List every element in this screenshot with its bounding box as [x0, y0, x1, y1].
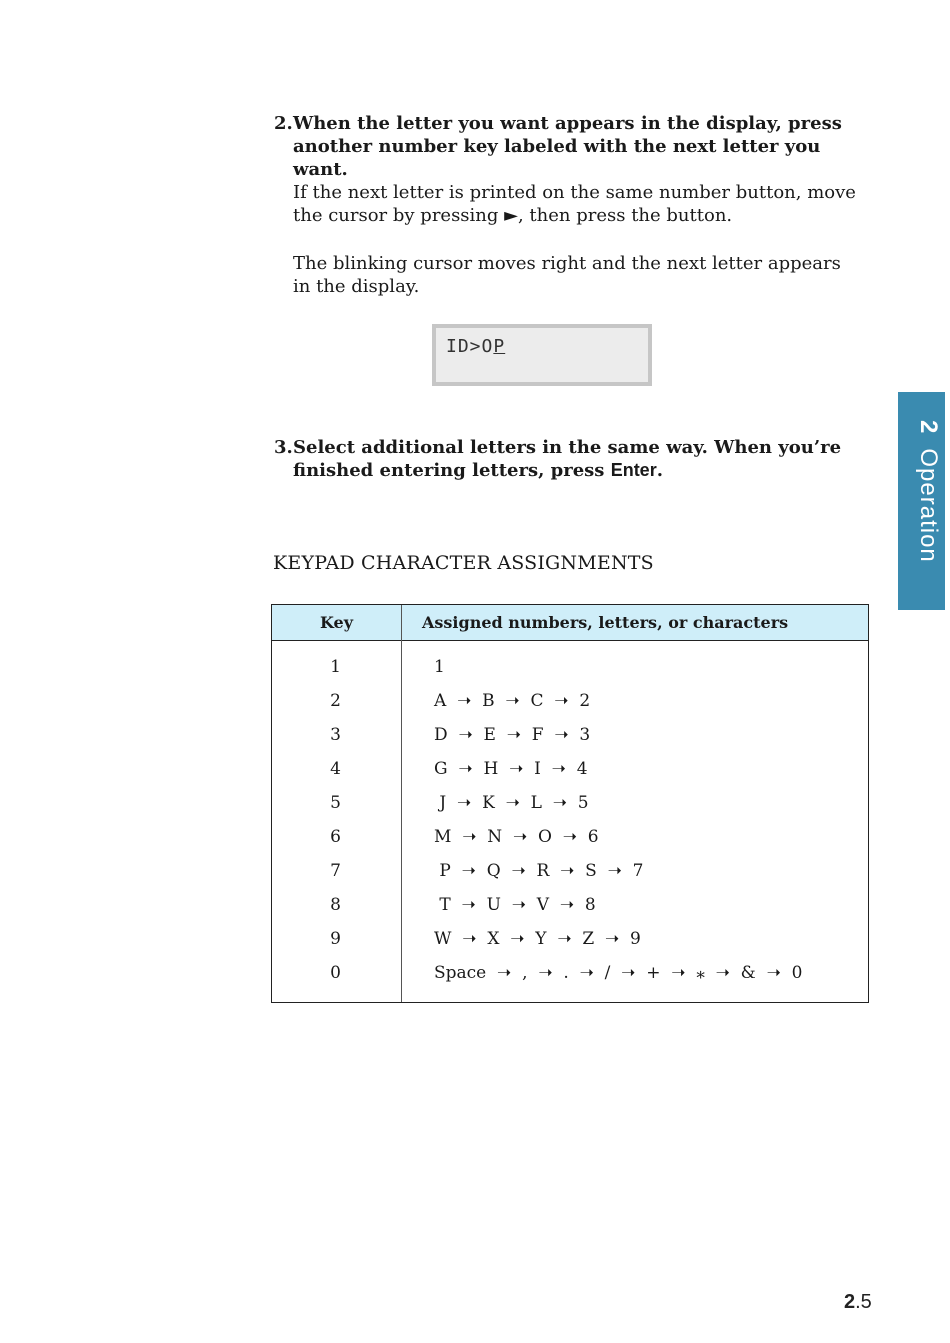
header-assigned: Assigned numbers, letters, or characters [422, 613, 789, 632]
step-number: 2. [274, 113, 293, 134]
row-chars: A ➝ B ➝ C ➝ 2 [434, 691, 591, 711]
page-number-page: .5 [855, 1291, 872, 1313]
row-chars: D ➝ E ➝ F ➝ 3 [434, 725, 591, 745]
step-3 [274, 436, 864, 482]
header-key: Key [319, 613, 354, 632]
table-row [272, 963, 868, 997]
table-row [272, 929, 868, 963]
keypad-table [271, 604, 869, 1003]
side-tab-text [902, 420, 942, 590]
row-chars: Space ➝ , ➝ . ➝ / ➝ + ➝ ⁎ ➝ & ➝ 0 [434, 963, 803, 983]
row-key: 0 [330, 963, 341, 983]
row-chars: W ➝ X ➝ Y ➝ Z ➝ 9 [434, 929, 641, 949]
step-2 [274, 112, 864, 181]
step-2-paragraph-1: If the next letter is printed on the same number button, move the cursor by pressing ►, then press the button. [293, 182, 856, 226]
lcd-text [446, 336, 505, 357]
table-row [272, 657, 868, 691]
row-chars: 1 [434, 657, 445, 677]
step-heading-text: Select additional letters in the same way. When you’re finished entering letters, press [293, 437, 842, 481]
row-key: 8 [330, 895, 341, 915]
row-key: 7 [330, 861, 341, 881]
chapter-side-tab [898, 392, 945, 610]
side-tab-label: Operation [915, 448, 942, 563]
table-row [272, 691, 868, 725]
table-row [272, 759, 868, 793]
section-title: KEYPAD CHARACTER ASSIGNMENTS [273, 552, 654, 574]
lcd-entered-text: ID>O [446, 336, 494, 357]
row-chars: G ➝ H ➝ I ➝ 4 [434, 759, 588, 779]
table-row [272, 793, 868, 827]
row-chars: T ➝ U ➝ V ➝ 8 [434, 895, 596, 915]
row-key: 4 [330, 759, 341, 779]
row-key: 5 [330, 793, 341, 813]
page-number [844, 1291, 872, 1314]
table-row [272, 725, 868, 759]
row-chars: J ➝ K ➝ L ➝ 5 [434, 793, 589, 813]
step-heading: When the letter you want appears in the display, press another number key labeled with the next letter you want. [293, 113, 842, 180]
lcd-display [432, 324, 652, 386]
page-number-chapter: 2 [844, 1291, 856, 1313]
enter-key-label: Enter [610, 460, 657, 480]
table-row [272, 895, 868, 929]
row-chars: M ➝ N ➝ O ➝ 6 [434, 827, 599, 847]
row-key: 3 [330, 725, 341, 745]
table-row [272, 861, 868, 895]
table-header [272, 605, 868, 641]
row-key: 6 [330, 827, 341, 847]
row-key: 1 [330, 657, 341, 677]
step-number: 3. [274, 437, 293, 458]
step-heading-end: . [656, 460, 663, 481]
step-2-paragraph-2: The blinking cursor moves right and the next letter appears in the display. [293, 253, 841, 297]
step-heading [293, 436, 864, 482]
row-chars: P ➝ Q ➝ R ➝ S ➝ 7 [434, 861, 644, 881]
row-key: 9 [330, 929, 341, 949]
side-tab-chapter: 2 [915, 420, 942, 435]
lcd-cursor-char: P [493, 336, 506, 357]
row-key: 2 [330, 691, 341, 711]
table-row [272, 827, 868, 861]
